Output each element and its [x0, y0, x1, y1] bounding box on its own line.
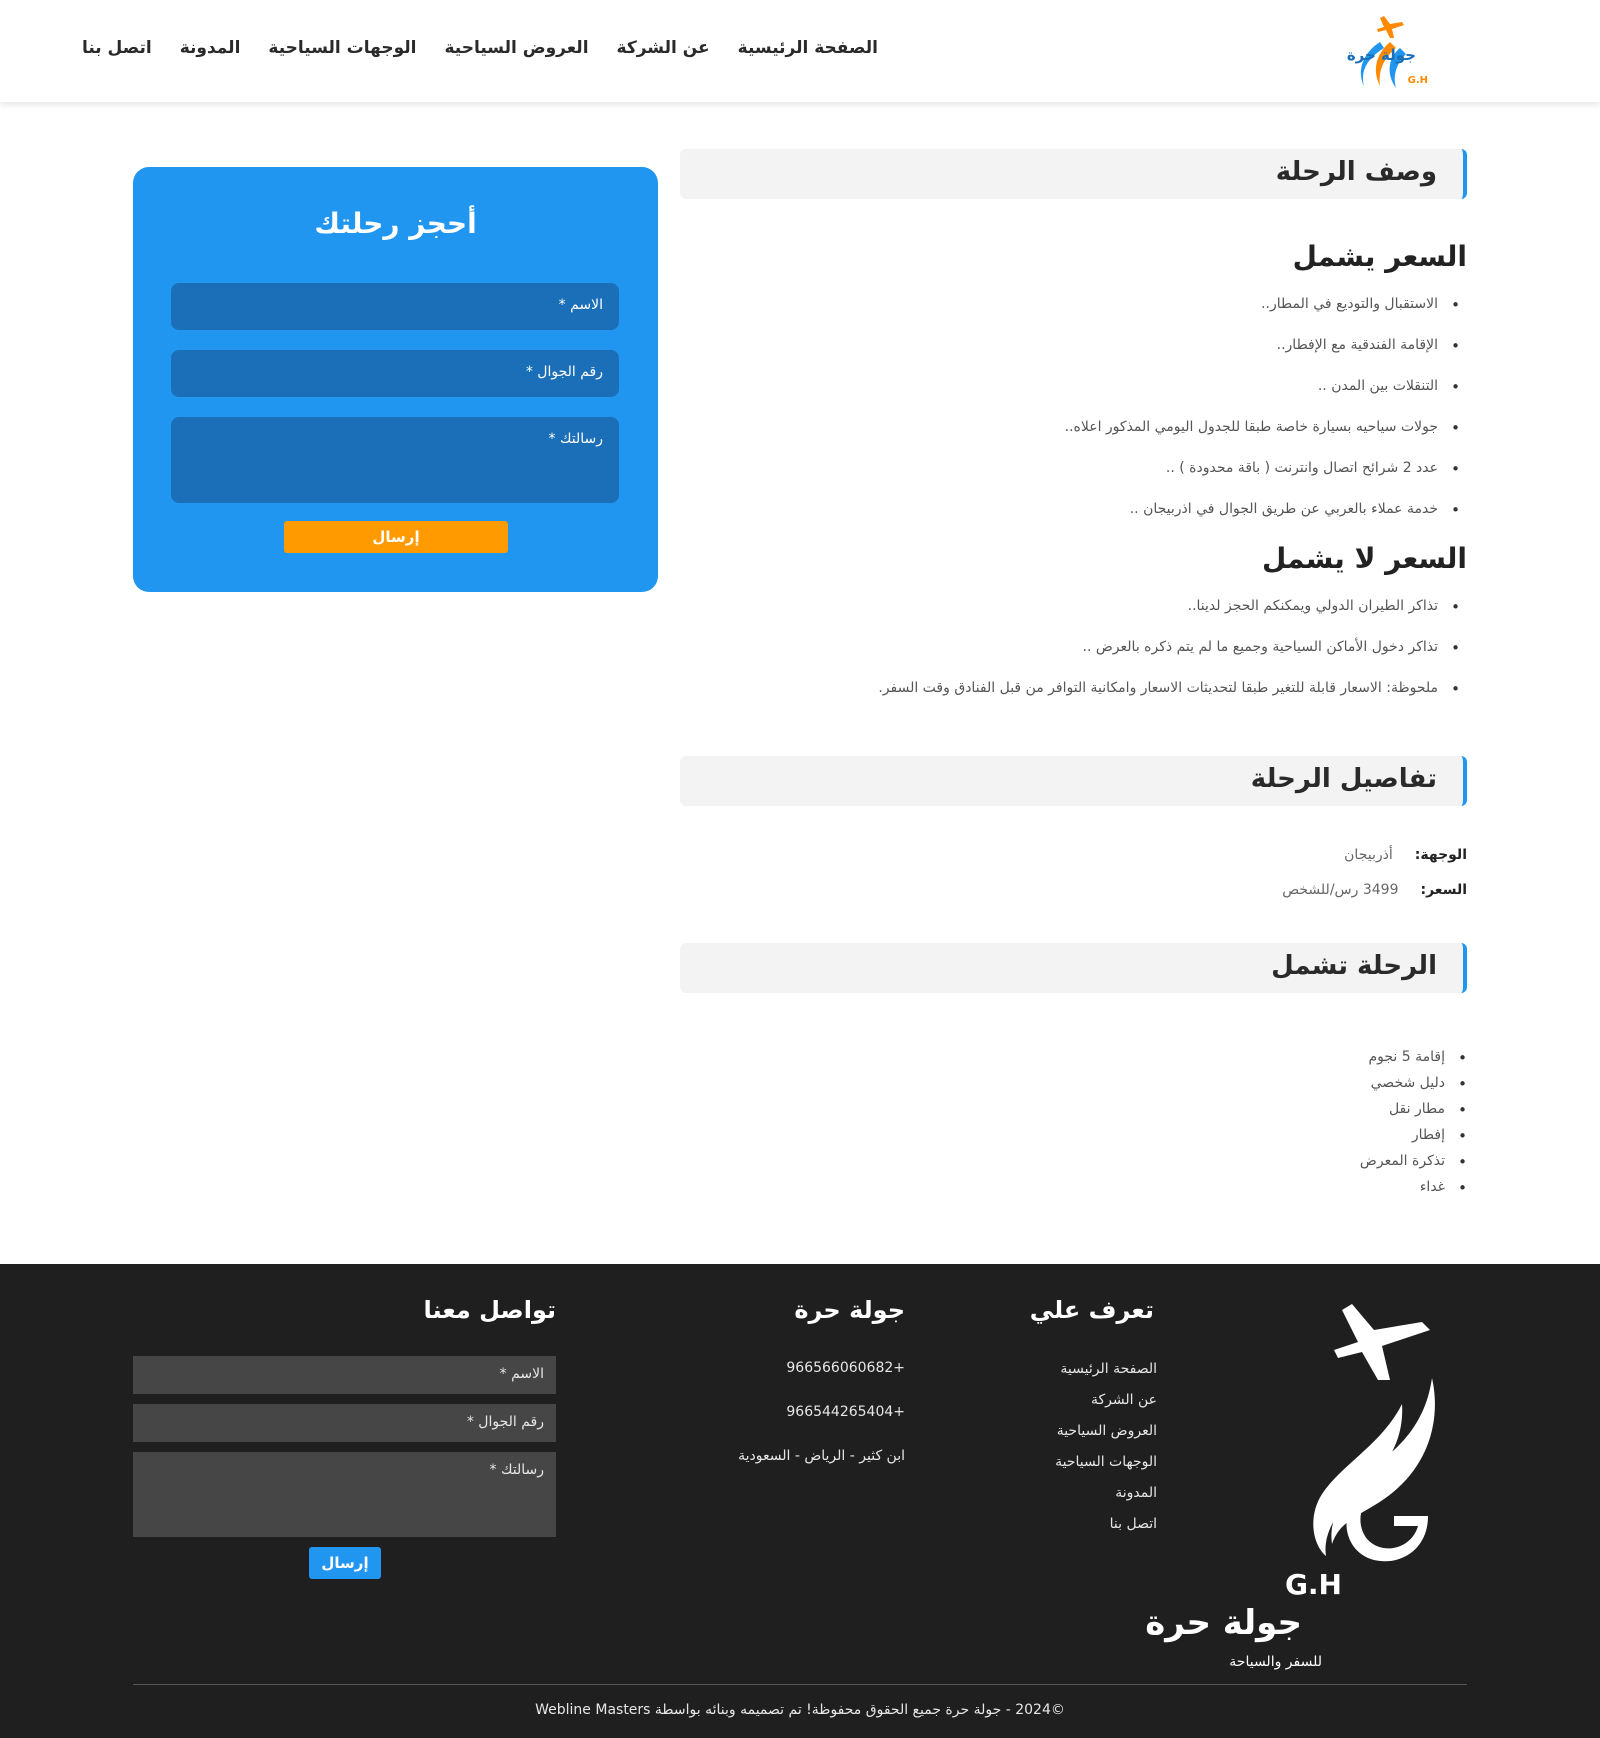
- site-footer: [0, 1264, 1600, 1738]
- booking-phone-input[interactable]: رقم الجوال *: [171, 350, 619, 397]
- footer-link-about[interactable]: عن الشركة: [1090, 1392, 1157, 1408]
- main-nav: [82, 38, 878, 58]
- footer-link-blog[interactable]: المدونة: [1115, 1485, 1157, 1501]
- list-item: • التنقلات بين المدن ..: [1065, 378, 1460, 419]
- footer-phone-2[interactable]: +966544265404: [786, 1404, 905, 1420]
- price-excludes-title: السعر لا يشمل: [1262, 542, 1467, 575]
- svg-text:جولة حرة: جولة حرة: [1145, 1603, 1302, 1643]
- footer-contact-title: تواصل معنا: [423, 1296, 556, 1324]
- list-item: • الاستقبال والتوديع في المطار..: [1065, 296, 1460, 337]
- list-item: • الإقامة الفندقية مع الإفطار..: [1065, 337, 1460, 378]
- nav-blog[interactable]: المدونة: [179, 38, 241, 58]
- trip-description-title: وصف الرحلة: [1275, 157, 1437, 187]
- site-header: [0, 0, 1600, 102]
- svg-text:G.H: G.H: [1284, 1568, 1342, 1601]
- svg-text:G.H: G.H: [1407, 75, 1428, 86]
- footer-link-home[interactable]: الصفحة الرئيسية: [1060, 1361, 1157, 1377]
- trip-description-header: [680, 149, 1467, 199]
- price-excludes-list: [878, 598, 1460, 721]
- trip-includes-title: الرحلة تشمل: [1271, 951, 1437, 981]
- footer-link-offers[interactable]: العروض السياحية: [1056, 1423, 1157, 1439]
- footer-divider: [133, 1684, 1467, 1685]
- destination-value: أذربيجان: [1344, 847, 1393, 863]
- svg-text:جولة حرة: جولة حرة: [1346, 46, 1416, 64]
- booking-card: [133, 167, 658, 592]
- list-item: • إفطار: [1360, 1127, 1467, 1153]
- price-includes-list: [1065, 296, 1460, 542]
- booking-message-input[interactable]: رسالتك *: [171, 417, 619, 503]
- footer-name-input[interactable]: الاسم *: [133, 1356, 556, 1394]
- footer-about-title: تعرف علي: [1029, 1296, 1154, 1324]
- nav-home[interactable]: الصفحة الرئيسية: [737, 38, 878, 58]
- price-label: السعر:: [1420, 882, 1467, 898]
- trip-details-header: [680, 756, 1467, 806]
- footer-copyright: ©2024 - جولة حرة جميع الحقوق محفوظة! تم تصميمه وبنائه بواسطة Webline Masters: [535, 1702, 1065, 1718]
- nav-contact[interactable]: اتصل بنا: [81, 38, 152, 58]
- footer-logo-mark-icon: [1145, 1294, 1462, 1674]
- trip-includes-header: [680, 943, 1467, 993]
- trip-details-title: تفاصيل الرحلة: [1250, 764, 1437, 794]
- nav-destinations[interactable]: الوجهات السياحية: [268, 38, 417, 58]
- list-item: • عدد 2 شرائح اتصال وانترنت ( باقة محدودة ) ..: [1065, 460, 1460, 501]
- footer-address: ابن كثير - الرياض - السعودية: [738, 1448, 905, 1464]
- footer-message-input[interactable]: رسالتك *: [133, 1452, 556, 1537]
- footer-logo: [1145, 1294, 1462, 1674]
- trip-includes-list: [1360, 1049, 1467, 1205]
- destination-label: الوجهة:: [1414, 847, 1467, 863]
- list-item: • إقامة 5 نجوم: [1360, 1049, 1467, 1075]
- list-item: • تذاكر الطيران الدولي ويمكنكم الحجز لدينا..: [878, 598, 1460, 639]
- list-item: • ملحوظة: الاسعار قابلة للتغير طبقا لتحديثات الاسعار وامكانية التوافر من قبل الفنادق وقت السفر.: [878, 680, 1460, 721]
- list-item: • غداء: [1360, 1179, 1467, 1205]
- footer-phone-input[interactable]: رقم الجوال *: [133, 1404, 556, 1442]
- price-includes-title: السعر يشمل: [1292, 240, 1467, 273]
- destination-row: [1344, 847, 1467, 863]
- footer-company-title: جولة حرة: [794, 1296, 905, 1324]
- nav-offers[interactable]: العروض السياحية: [444, 38, 589, 58]
- price-value: 3499 رس/للشخص: [1282, 882, 1399, 898]
- list-item: • دليل شخصي: [1360, 1075, 1467, 1101]
- logo-mark-icon: [1346, 8, 1470, 94]
- booking-submit-button[interactable]: إرسال: [284, 521, 508, 553]
- footer-submit-button[interactable]: إرسال: [309, 1547, 381, 1579]
- nav-about[interactable]: عن الشركة: [616, 38, 710, 58]
- booking-name-input[interactable]: الاسم *: [171, 283, 619, 330]
- list-item: • خدمة عملاء بالعربي عن طريق الجوال في اذربيجان ..: [1065, 501, 1460, 542]
- footer-link-contact[interactable]: اتصل بنا: [1109, 1516, 1157, 1532]
- footer-phone-1[interactable]: +966566060682: [786, 1360, 905, 1376]
- svg-text:للسفر والسياحة: للسفر والسياحة: [1229, 1654, 1322, 1670]
- list-item: • جولات سياحيه بسيارة خاصة طبقا للجدول اليومي المذكور اعلاه..: [1065, 419, 1460, 460]
- price-row: [1282, 882, 1467, 898]
- list-item: • تذكرة المعرض: [1360, 1153, 1467, 1179]
- booking-title: أحجز رحلتك: [314, 207, 477, 240]
- site-logo[interactable]: [1346, 8, 1470, 94]
- footer-links: [1055, 1361, 1157, 1547]
- list-item: • تذاكر دخول الأماكن السياحية وجميع ما لم يتم ذكره بالعرض ..: [878, 639, 1460, 680]
- list-item: • مطار نقل: [1360, 1101, 1467, 1127]
- footer-link-destinations[interactable]: الوجهات السياحية: [1055, 1454, 1157, 1470]
